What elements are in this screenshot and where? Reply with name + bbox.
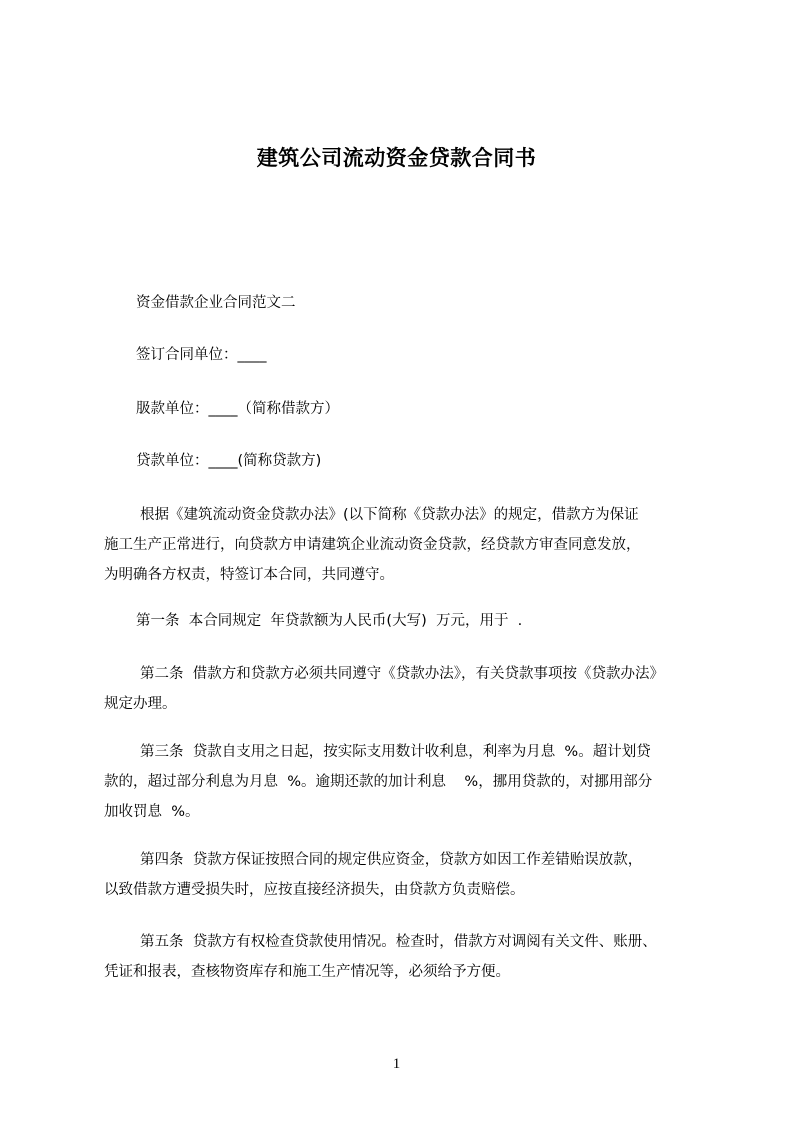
article-line: 以致借款方遭受损失时，应按直接经济损失，由贷款方负责赔偿。: [104, 882, 525, 898]
article-line: 规定办理。: [104, 696, 177, 712]
borrower-unit-field: 䏜款单位：____（简称借款方）: [136, 401, 339, 417]
article-line: 凭证和报表，查核物资库存和施工生产情况等，必须给予方便。: [104, 964, 510, 980]
article-line: 第五条 贷款方有权检查贷款使用情况。检查时，借款方对调阅有关文件、账册、: [140, 934, 657, 950]
signing-unit-field: 签订合同单位：____: [136, 347, 267, 363]
article-line: 第一条 本合同规定 年贷款额为人民币(大写) 万元，用于 .: [136, 613, 523, 629]
article-line: 加收罚息 %。: [104, 804, 200, 820]
preamble-line: 施工生产正常进行，向贷款方申请建筑企业流动资金贷款，经贷款方审查同意发放，: [104, 537, 641, 553]
preamble-paragraph: [104, 500, 714, 590]
article-line: 第四条 贷款方保证按照合同的规定供应资金，贷款方如因工作差错贻误放款，: [140, 852, 643, 868]
lender-unit-field: 贷款单位：____(简称贷款方): [136, 453, 322, 469]
article-4: [104, 845, 714, 905]
page-number: 1: [392, 1056, 401, 1072]
preamble-line: 根据《建筑流动资金贷款办法》(以下简称《贷款办法》的规定，借款方为保证: [140, 507, 639, 523]
preamble-line: 为明确各方权责，特签订本合同，共同遵守。: [104, 567, 394, 583]
article-3: [104, 737, 714, 827]
article-line: 第三条 贷款自支用之日起，按实际支用数计收利息，利率为月息 %。超计划贷: [140, 744, 651, 760]
article-5: [104, 927, 714, 987]
document-title: 建筑公司流动资金贷款合同书: [256, 146, 537, 170]
document-subtitle: 资金借款企业合同范文二: [136, 295, 296, 311]
article-line: 款的，超过部分利息为月息 %。逾期还款的加计利息 %，挪用贷款的，对挪用部分: [104, 774, 653, 790]
article-2: [104, 659, 714, 719]
article-line: 第二条 借款方和贷款方必须共同遵守《贷款办法》，有关贷款事项按《贷款办法》: [140, 666, 664, 682]
article-1: [104, 606, 714, 636]
